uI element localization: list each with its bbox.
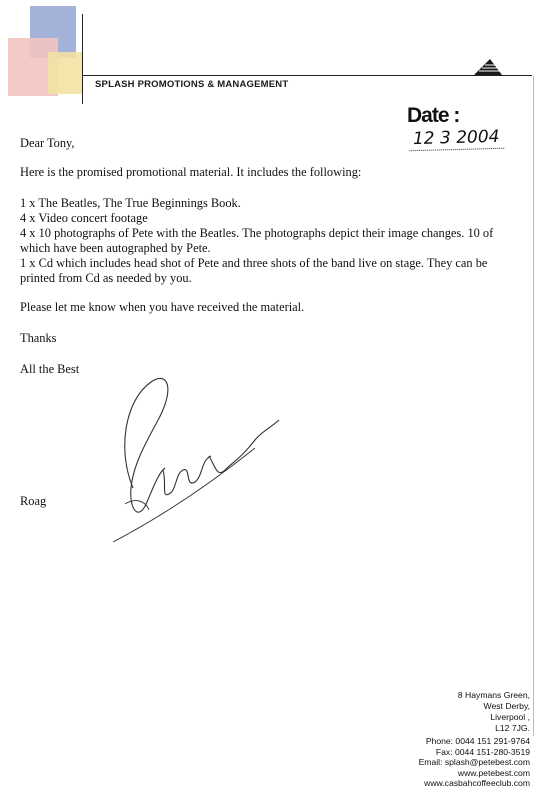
list-item: 4 x Video concert footage <box>20 211 148 225</box>
list-item: 4 x 10 photographs of Pete with the Beatles. The photographs depict their image changes. 10 of which have been autographed by Pete. <box>20 226 494 255</box>
date-value: 12 3 2004 <box>409 127 504 151</box>
fax-number: Fax: 0044 151-280-3519 <box>435 746 530 757</box>
company-name: SPLASH PROMOTIONS & MANAGEMENT <box>95 79 289 90</box>
postal-address <box>458 690 530 734</box>
letterhead-logo-graphic <box>0 0 100 100</box>
website-link: www.petebest.com <box>457 767 530 778</box>
thanks-line: Thanks <box>20 331 57 345</box>
stair-logo-icon <box>470 54 504 76</box>
contact-details <box>419 736 530 789</box>
intro-paragraph: Here is the promised promotional material. It includes the following: <box>20 165 362 179</box>
list-item: 1 x Cd which includes head shot of Pete and three shots of the band live on stage. They can be printed from Cd as needed by you. <box>20 256 488 285</box>
email-address: Email: splash@petebest.com <box>418 757 530 767</box>
handwritten-signature <box>105 370 285 550</box>
address-line: L12 7JG. <box>495 723 530 733</box>
page-edge-rule <box>533 76 534 736</box>
phone-number: Phone: 0044 151 291-9764 <box>425 736 530 746</box>
address-line: Liverpool , <box>490 712 530 722</box>
salutation: Dear Tony, <box>20 136 75 150</box>
list-item: 1 x The Beatles, The True Beginnings Book. <box>20 196 241 210</box>
website-link: www.casbahcoffeeclub.com <box>424 778 530 788</box>
signoff-name: Roag <box>20 494 47 508</box>
logo-yellow-block <box>48 52 82 94</box>
regards-line: All the Best <box>20 362 80 376</box>
letterhead-horizontal-rule <box>82 75 532 76</box>
letterhead-vertical-rule <box>82 14 83 104</box>
item-list <box>20 196 525 286</box>
address-line: West Derby, <box>483 701 530 711</box>
letter-body <box>20 136 525 377</box>
closing-paragraph: Please let me know when you have received the material. <box>20 300 305 314</box>
address-line: 8 Haymans Green, <box>457 690 530 700</box>
date-label: Date : <box>407 104 460 127</box>
